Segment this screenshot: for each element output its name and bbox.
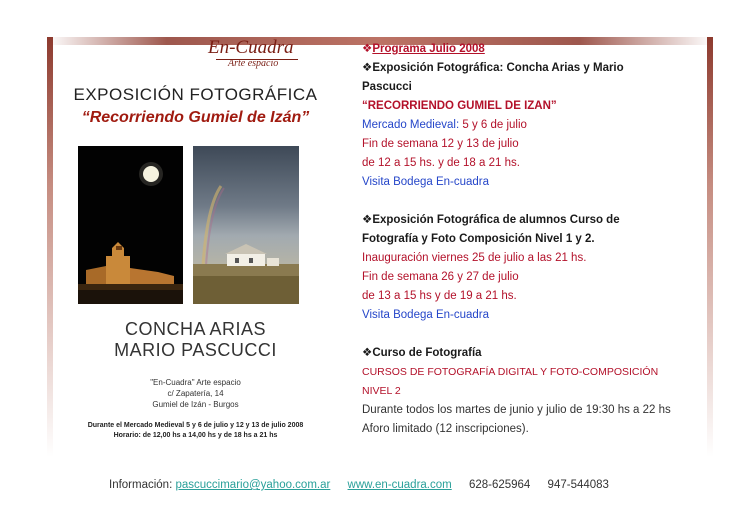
diamond-bullet-icon: ❖	[362, 62, 373, 74]
expo2-weekend: Fin de semana 26 y 27 de julio	[362, 271, 519, 283]
address-line-3: Gumiel de Izán - Burgos	[152, 400, 239, 409]
dates-line-2: Horario: de 12,00 hs a 14,00 hs y de 18 hs a 21 hs	[113, 432, 278, 439]
expo1-title	[362, 59, 722, 78]
course-title-text: Curso de Fotografía	[372, 347, 482, 359]
expo1-hours: de 12 a 15 hs. y de 18 a 21 hs.	[362, 157, 520, 169]
expo1-weekend: Fin de semana 12 y 13 de julio	[362, 138, 519, 150]
course-schedule: Durante todos los martes de junio y julio de 19:30 hs a 22 hs	[362, 404, 671, 416]
expo1-name: “RECORRIENDO GUMIEL DE IZAN”	[362, 100, 557, 112]
address-line-2: c/ Zapatería, 14	[167, 389, 224, 398]
poster-subtitle: “Recorriendo Gumiel de Izán”	[81, 109, 310, 126]
artist-name-1: CONCHA ARIAS	[124, 319, 267, 339]
exhibition-dates	[53, 421, 338, 441]
expo1-visit: Visita Bodega En-cuadra	[362, 176, 490, 188]
email-link[interactable]: pascuccimario@yahoo.com.ar	[175, 479, 331, 491]
en-cuadra-logo	[208, 37, 318, 77]
program-heading	[362, 40, 722, 59]
phone-2: 947-544083	[547, 479, 609, 491]
course-limit: Aforo limitado (12 inscripciones).	[362, 423, 529, 435]
course-line-2: NIVEL 2	[362, 385, 401, 397]
artist-names	[53, 319, 338, 361]
photo-night-church	[78, 146, 183, 304]
artist-name-2: MARIO PASCUCCI	[114, 340, 277, 360]
dates-line-1: Durante el Mercado Medieval 5 y 6 de julio y 12 y 13 de julio 2008	[87, 422, 304, 429]
footer-contact	[109, 479, 709, 491]
expo1-title-line-a: Exposición Fotográfica: Concha Arias y Mario	[372, 62, 624, 74]
expo2-title-line-a: Exposición Fotográfica de alumnos Curso de	[372, 214, 620, 226]
photo-rainbow-house	[193, 146, 299, 304]
diamond-bullet-icon: ❖	[362, 347, 373, 359]
expo2-title	[362, 211, 722, 230]
website-link[interactable]: www.en-cuadra.com	[347, 479, 452, 491]
exhibition-poster	[53, 37, 338, 450]
course-title	[362, 344, 722, 363]
address-line-1: "En-Cuadra" Arte espacio	[150, 378, 241, 387]
expo2-hours: de 13 a 15 hs y de 19 a 21 hs.	[362, 290, 517, 302]
course-line-1: CURSOS DE FOTOGRAFÍA DIGITAL Y FOTO-COMPOSICIÓN	[362, 366, 659, 378]
expo2-visit: Visita Bodega En-cuadra	[362, 309, 490, 321]
poster-title: EXPOSICIÓN FOTOGRÁFICA	[73, 85, 318, 104]
diamond-bullet-icon: ❖	[362, 43, 373, 55]
footer-label: Información:	[109, 479, 173, 491]
venue-address	[53, 377, 338, 410]
program-column	[362, 40, 722, 439]
expo1-title-line-b: Pascucci	[362, 81, 412, 93]
phone-1: 628-625964	[468, 479, 531, 491]
logo-sub-text: Arte espacio	[228, 58, 279, 69]
expo2-opening: Inauguración viernes 25 de julio a las 21 hs.	[362, 252, 587, 264]
logo-main-text: En-Cuadra	[208, 37, 294, 58]
mercado-label: Mercado Medieval:	[362, 119, 460, 131]
program-heading-text: Programa Julio 2008	[372, 43, 485, 55]
diamond-bullet-icon: ❖	[362, 214, 373, 226]
expo1-mercado	[362, 116, 722, 135]
mercado-dates: 5 y 6 de julio	[459, 119, 527, 131]
expo2-title-line-b: Fotografía y Foto Composición Nivel 1 y 2.	[362, 233, 595, 245]
